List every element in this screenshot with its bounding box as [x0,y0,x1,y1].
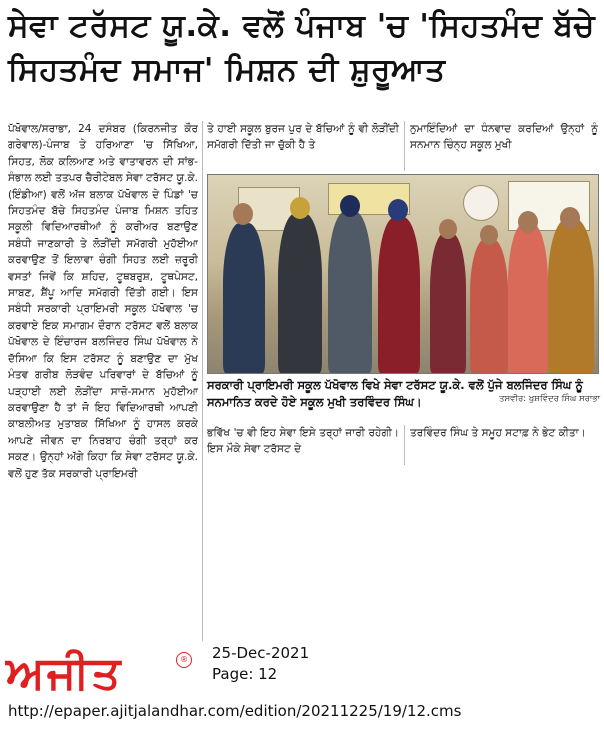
column-divider [404,121,405,171]
article-column-2-bottom: ਭਵਿੱਖ 'ਚ ਵੀ ਇਹ ਸੇਵਾ ਇਸੇ ਤਰ੍ਹਾਂ ਜਾਰੀ ਰਹੇਗੀ। ਇਸ ਮੌਕੇ ਸੇਵਾ ਟਰੱਸਟ ਦੇ [207,427,399,456]
news-photo [207,174,599,374]
column-divider [202,121,203,641]
article-column-2-top: ਤੇ ਹਾਈ ਸਕੂਲ ਬੁਰਜ ਪੁਰ ਦੇ ਬੱਚਿਆਂ ਨੂੰ ਵੀ ਲੋੜੀਂਦੀ ਸਮੱਗਰੀ ਦਿੱਤੀ ਜਾ ਚੁੱਕੀ ਹੈ ਤੇ [207,123,399,152]
article-column-1: ਪੱਖੋਵਾਲ/ਸਰਾਭਾ, 24 ਦਸੰਬਰ (ਕਿਰਨਜੀਤ ਕੌਰ ਗਰੇਵਾਲ)-ਪੰਜਾਬ ਤੇ ਹਰਿਆਣਾ 'ਚ ਸਿੱਖਿਆ, ਸਿਹਤ, ਲੋਕ ਕਲਿਆਣ ਅਤੇ ਵਾਤਾਵਰਨ ਦੀ ਸਾਂਭ-ਸੰਭਾਲ ਲਈ ਤਤਪਰ ਚੈਰੀਟੇਬਲ ਸੇਵਾ ਟਰੱਸਟ ਯੂ.ਕੇ. (ਇੰਡੀਆ) ਵਲੋਂ ਅੱਜ ਬਲਾਕ ਪੱਖੋਵਾਲ ਦੇ ਪਿੰਡਾਂ 'ਚ ਸਿਹਤਮੰਦ ਬੱਚੇ ਸਿਹਤਮੰਦ ਪੰਜਾਬ ਮਿਸ਼ਨ ਤਹਿਤ ਸਕੂਲੀ ਵਿਦਿਆਰਥੀਆਂ ਨੂੰ ਕਰੀਅਰ ਬਣਾਉਣ ਸਬੰਧੀ ਜਾਣਕਾਰੀ ਤੇ ਲੋੜੀਂਦੀ ਸਮੱਗਰੀ ਮੁਹੱਈਆ ਕਰਵਾਉਣ ਤੋਂ ਇਲਾਵਾ ਚੰਗੀ ਸਿਹਤ ਲਈ ਜ਼ਰੂਰੀ ਵਸਤਾਂ ਜਿਵੇਂ ਕਿ ਸ਼ਹਿਦ, ਟੂਥਬਰੁਸ਼, ਟੂਥਪੇਸਟ, ਸਾਬਣ, ਸ਼ੈਂਪੂ ਆਦਿ ਸਮੱਗਰੀ ਦਿੱਤੀ ਗਈ। ਇਸ ਸਬੰਧੀ ਸਰਕਾਰੀ ਪ੍ਰਾਇਮਰੀ ਸਕੂਲ ਪੱਖੋਵਾਲ 'ਚ ਕਰਵਾਏ ਇਕ ਸਮਾਗਮ ਦੌਰਾਨ ਟਰੱਸਟ ਵਲੋਂ ਬਲਾਕ ਪੱਖੋਵਾਲ ਦੇ ਇੰਚਾਰਜ ਬਲਜਿੰਦਰ ਸਿੰਘ ਪੱਖੋਵਾਲ ਨੇ ਦੱਸਿਆ ਕਿ ਇਸ ਟਰੱਸਟ ਨੂੰ ਬਣਾਉਣ ਦਾ ਮੁੱਖ ਮੰਤਵ ਗਰੀਬ ਲੋੜਵੰਦ ਪਰਿਵਾਰਾਂ ਦੇ ਬੱਚਿਆਂ ਨੂੰ ਪੜ੍ਹਾਈ ਲਈ ਲੋੜੀਂਦਾ ਸਾਜ਼ੋ-ਸਮਾਨ ਮੁਹੱਈਆ ਕਰਵਾਉਣਾ ਹੈ ਤਾਂ ਜੋ ਇਹ ਵਿਦਿਆਰਥੀ ਆਪਣੀ ਕਾਬਲੀਅਤ ਮੁਤਾਬਕ ਸਿੱਖਿਆ ਨੂੰ ਹਾਸਲ ਕਰਕੇ ਆਪਣੇ ਜੀਵਨ ਦਾ ਨਿਰਬਾਹ ਚੰਗੀ ਤਰ੍ਹਾਂ ਕਰ ਸਕਣ। ਉਨ੍ਹਾਂ ਅੱਗੇ ਕਿਹਾ ਕਿ ਸੇਵਾ ਟਰੱਸਟ ਯੂ.ਕੇ. ਵਲੋਂ ਹੁਣ ਤੱਕ ਸਰਕਾਰੀ ਪ੍ਰਾਇਮਰੀ [8,123,198,480]
edition-date: 25-Dec-2021 [212,644,310,662]
photo-credit: ਤਸਵੀਰ: ਖੁਸ਼ਵਿੰਦਰ ਸਿੰਘ ਸਰਾਭਾ [499,394,600,404]
column-divider [404,425,405,465]
page-number: Page: 12 [212,665,278,683]
registered-mark: ® [176,652,192,668]
article-column-3-bottom: ਤਰਵਿੰਦਰ ਸਿੰਘ ਤੇ ਸਮੂਹ ਸਟਾਫ਼ ਨੇ ਭੇਟ ਕੀਤਾ। [410,427,586,439]
epaper-url[interactable]: http://epaper.ajitjalandhar.com/edition/20211225/19/12.cms [8,702,462,720]
article-column-3-top: ਨੁਮਾਇੰਦਿਆਂ ਦਾ ਧੰਨਵਾਦ ਕਰਦਿਆਂ ਉਨ੍ਹਾਂ ਨੂੰ ਸਨਮਾਨ ਚਿੰਨ੍ਹ ਸਕੂਲ ਮੁਖੀ [410,123,598,152]
photo-caption: ਸਰਕਾਰੀ ਪ੍ਰਾਇਮਰੀ ਸਕੂਲ ਪੱਖੋਵਾਲ ਵਿਖੇ ਸੇਵਾ ਟਰੱਸਟ ਯੂ.ਕੇ. ਵਲੋਂ ਪੁੱਜੇ ਬਲਜਿੰਦਰ ਸਿੰਘ ਨੂੰ ਸਨਮਾਨਿਤ ਕਰਦੇ ਹੋਏ ਸਕੂਲ ਮੁਖੀ ਤਰਵਿੰਦਰ ਸਿੰਘ। [207,378,583,409]
ajit-logo: ਅਜੀਤ [6,646,123,699]
article-headline: ਸੇਵਾ ਟਰੱਸਟ ਯੂ.ਕੇ. ਵਲੋਂ ਪੰਜਾਬ 'ਚ 'ਸਿਹਤਮੰਦ ਬੱਚੇ ਸਿਹਤਮੰਦ ਸਮਾਜ' ਮਿਸ਼ਨ ਦੀ ਸ਼ੁਰੂਆਤ [8,8,595,88]
